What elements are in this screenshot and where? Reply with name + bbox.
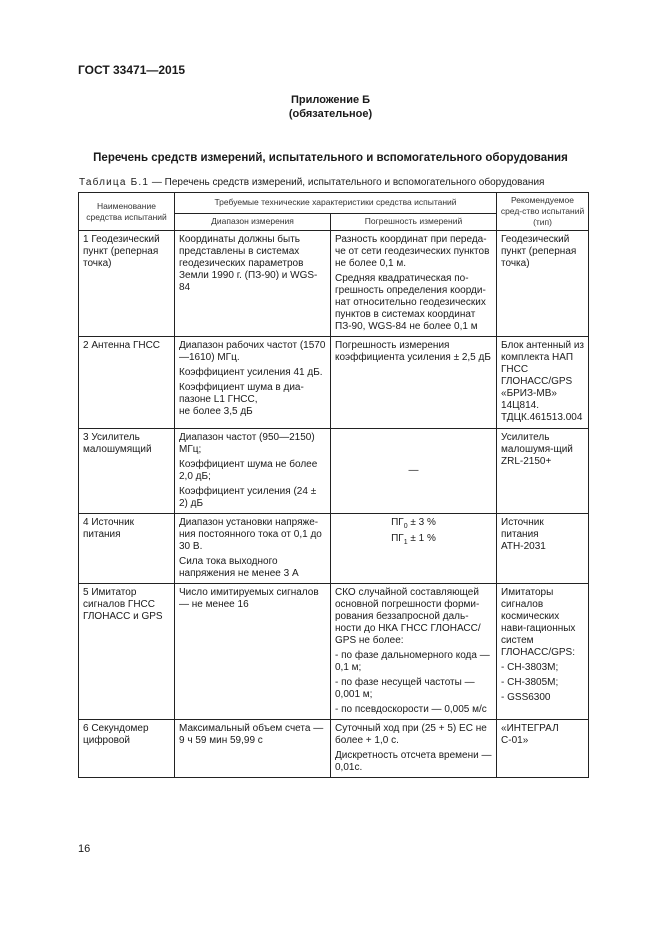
cell-error — [331, 584, 497, 720]
cell-error: — — [331, 429, 497, 514]
cell-text: - по фазе дальномерного кода — 0,1 м; — [335, 650, 490, 673]
cell-text: Усилитель малошумя-щий ZRL-2150+ — [501, 432, 573, 467]
cell-text: Сила тока выходного напряжения не менее 3 А — [179, 556, 299, 579]
pg0-value: ± 3 % — [407, 517, 436, 528]
cell-text: Имитаторы сигналов космических нави-гационных систем ГЛОНАСС/GPS: — [501, 587, 576, 658]
pg1-symbol: ПГ — [391, 533, 404, 544]
cell-text: - по фазе несущей частоты — 0,001 м; — [335, 677, 475, 700]
cell-text: Коэффициент усиления (24 ± 2) дБ — [179, 486, 317, 509]
cell-text: Геодезический пункт (реперная точка) — [501, 234, 577, 269]
cell-text: - по псевдоскорости — 0,005 м/с — [335, 704, 487, 715]
table-row — [79, 337, 589, 429]
cell-range — [175, 231, 331, 337]
cell-text: Коэффициент шума в диа-пазоне L1 ГНСС, — [179, 382, 304, 405]
cell-range — [175, 337, 331, 429]
cell-name: 6 Секундомер цифровой — [79, 720, 175, 778]
cell-text: - СН-3805М; — [501, 677, 559, 688]
cell-text: не более 3,5 дБ — [179, 406, 253, 417]
cell-text: - GSS6300 — [501, 692, 551, 703]
cell-range — [175, 429, 331, 514]
cell-name: 3 Усилитель малошумящий — [79, 429, 175, 514]
cell-text: Максимальный объем счета — 9 ч 59 мин 59,99 с — [179, 723, 324, 746]
cell-text: Диапазон установки напряже-ния постоянного тока от 0,1 до 30 В. — [179, 517, 322, 552]
cell-text: Погрешность измерения коэффициента усиления ± 2,5 дБ — [335, 340, 491, 363]
table-row — [79, 514, 589, 584]
cell-text: «ИНТЕГРАЛ С-01» — [501, 723, 559, 746]
cell-text: Диапазон частот (950—2150) МГц; — [179, 432, 315, 455]
cell-text: Блок антенный из комплекта НАП ГНСС ГЛОНАСС/GPS «БРИЗ-МВ» 14Ц814. ТДЦК.461513.004 — [501, 340, 585, 423]
cell-recommended — [497, 231, 589, 337]
header-error: Погрешность измерений — [331, 213, 497, 230]
cell-recommended — [497, 429, 589, 514]
appendix-title: Приложение Б — [290, 94, 371, 106]
pg1-value: ± 1 % — [407, 533, 436, 544]
cell-name: 2 Антенна ГНСС — [79, 337, 175, 429]
cell-text: Источник питания АТН-2031 — [501, 517, 546, 552]
cell-text: Суточный ход при (25 + 5) ЕС не более + 1,0 с. — [335, 723, 487, 746]
pg0-symbol: ПГ — [391, 517, 404, 528]
table-caption — [79, 177, 544, 188]
table-row — [79, 720, 589, 778]
table-row — [79, 429, 589, 514]
document-code: ГОСТ 33471—2015 — [78, 63, 186, 77]
table-row — [79, 231, 589, 337]
header-required: Требуемые технические характеристики средства испытаний — [175, 193, 497, 214]
table-caption-label: Таблица Б.1 — [79, 177, 150, 188]
cell-error — [331, 720, 497, 778]
cell-text: Число имитируемых сигналов — не менее 16 — [179, 587, 319, 610]
appendix-heading — [0, 93, 661, 121]
pg0-subscript: 0 — [403, 523, 408, 530]
pg1-line — [335, 533, 492, 549]
cell-text: Разность координат при переда-че от сети геодезических пунктов не более 0,1 м. — [335, 234, 490, 269]
cell-text: Коэффициент усиления 41 дБ. — [179, 367, 323, 378]
page-number: 16 — [78, 843, 91, 855]
header-range: Диапазон измерения — [175, 213, 331, 230]
header-recommended: Рекомендуемое сред-ство испытаний (тип) — [497, 193, 589, 231]
table-caption-text: — Перечень средств измерений, испытательного и вспомогательного оборудования — [149, 177, 545, 188]
cell-text: Дискретность отсчета времени — 0,01с. — [335, 750, 492, 773]
cell-name: 5 Имитатор сигналов ГНСС ГЛОНАСС и GPS — [79, 584, 175, 720]
pg0-line — [335, 517, 492, 533]
cell-text: Координаты должны быть представлены в системах геодезических параметров Земли 1990 г. (ПЗ-90) и WGS-84 — [179, 234, 318, 293]
table-row — [79, 584, 589, 720]
cell-error — [331, 337, 497, 429]
cell-error — [331, 231, 497, 337]
cell-name: 4 Источник питания — [79, 514, 175, 584]
cell-error — [331, 514, 497, 584]
list-heading: Перечень средств измерений, испытательного и вспомогательного оборудования — [93, 152, 568, 164]
appendix-status: (обязательное) — [288, 108, 373, 120]
cell-text: Коэффициент шума не более 2,0 дБ; — [179, 459, 318, 482]
cell-recommended — [497, 584, 589, 720]
cell-text: СКО случайной составляющей основной погрешности форми-рования беззапросной даль-ности до НКА ГНСС ГЛОНАСС/ GPS не более: — [335, 587, 481, 646]
cell-name: 1 Геодезический пункт (реперная точка) — [79, 231, 175, 337]
cell-recommended — [497, 514, 589, 584]
cell-text: - СН-3803М; — [501, 662, 559, 673]
pg1-subscript: 1 — [403, 539, 408, 546]
cell-text: Средняя квадратическая по-грешность определения коорди-нат относительно геодезических пунктов в системах координат ПЗ-90, WGS-84 не более 0,1 м — [335, 273, 486, 332]
cell-range — [175, 720, 331, 778]
cell-range — [175, 584, 331, 720]
cell-recommended — [497, 720, 589, 778]
header-name: Наименование средства испытаний — [79, 193, 175, 231]
cell-recommended — [497, 337, 589, 429]
cell-text: Диапазон рабочих частот (1570—1610) МГц. — [179, 340, 326, 363]
cell-range — [175, 514, 331, 584]
equipment-table — [78, 192, 589, 778]
